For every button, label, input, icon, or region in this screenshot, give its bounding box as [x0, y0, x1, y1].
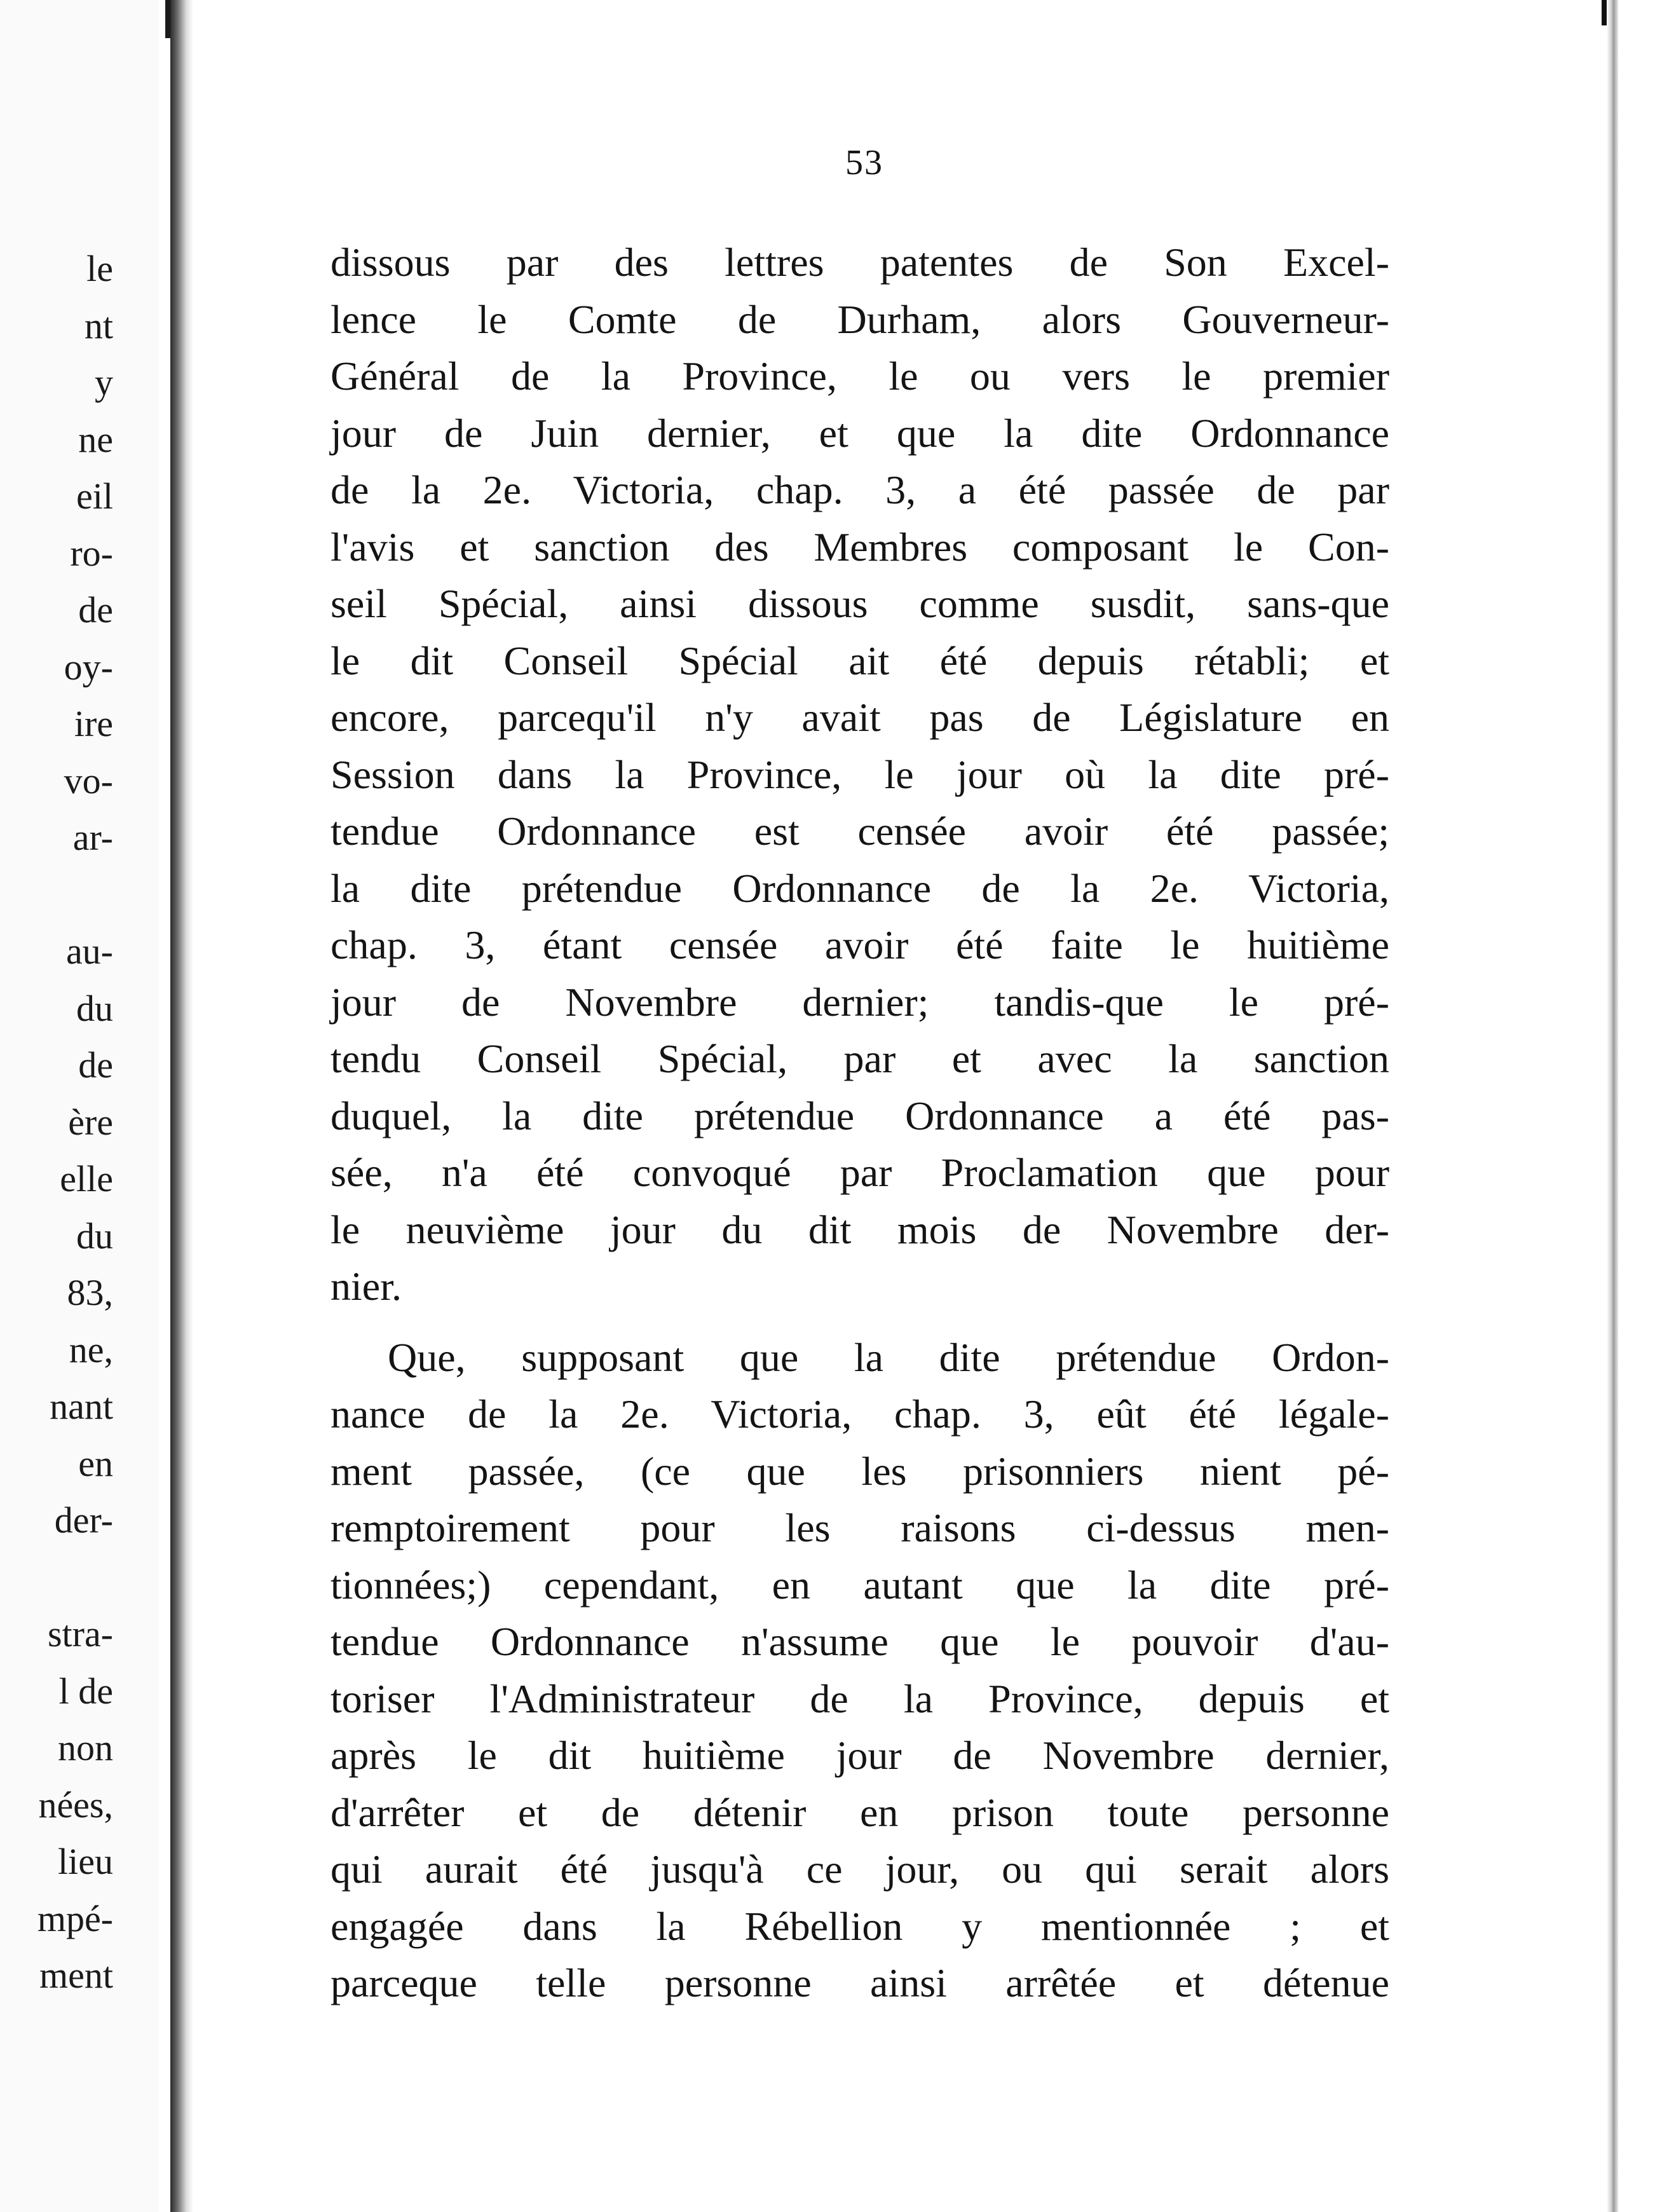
text-line: Que, supposant que la dite prétendue Ordon-	[388, 1334, 1389, 1380]
text-line: lence le Comte de Durham, alors Gouverneur-	[330, 296, 1389, 342]
fragment-line: der-	[54, 1499, 113, 1541]
fragment-line: y	[95, 362, 113, 403]
paragraph-2	[330, 1329, 1389, 2012]
right-page-margin	[1557, 0, 1655, 2212]
paragraph-1	[330, 234, 1389, 1315]
text-line: l'avis et sanction des Membres composant le Con-	[330, 524, 1389, 570]
page-number: 53	[845, 143, 883, 182]
fragment-line: stra-	[47, 1613, 113, 1655]
body-text	[330, 234, 1389, 2012]
text-line: toriser l'Administrateur de la Province, depuis et	[330, 1676, 1389, 1721]
fragment-line: l de	[58, 1670, 113, 1712]
text-line: nance de la 2e. Victoria, chap. 3, eût été légale-	[330, 1391, 1389, 1437]
right-page-edge	[1607, 0, 1618, 2212]
paragraph-gap	[330, 1315, 1389, 1329]
fragment-line	[0, 866, 113, 924]
fragment-line: vo-	[64, 760, 113, 802]
fragment-line: le	[86, 248, 113, 289]
fragment-line: de	[78, 589, 113, 631]
fragment-line: ro-	[70, 532, 113, 574]
book-gutter	[170, 0, 193, 2212]
fragment-line: ère	[68, 1101, 113, 1143]
fragment-line: au-	[65, 931, 113, 972]
fragment-line: du	[76, 987, 113, 1029]
text-line: seil Spécial, ainsi dissous comme susdit, sans-que	[330, 581, 1389, 626]
text-line: tendu Conseil Spécial, par et avec la sanction	[330, 1036, 1389, 1081]
text-line: nier.	[330, 1264, 402, 1309]
text-line: parceque telle personne ainsi arrêtée et détenue	[330, 1960, 1389, 2005]
text-line: Session dans la Province, le jour où la dite pré-	[330, 751, 1389, 797]
fragment-line: ar-	[72, 817, 113, 858]
text-line: jour de Novembre dernier; tandis-que le pré-	[330, 979, 1389, 1025]
text-line: la dite prétendue Ordonnance de la 2e. Victoria,	[330, 865, 1389, 911]
text-line: tendue Ordonnance est censée avoir été passée;	[330, 809, 1389, 854]
fragment-line: du	[76, 1215, 113, 1257]
fragment-line: de	[78, 1044, 113, 1086]
text-line: sée, n'a été convoqué par Proclamation que pour	[330, 1150, 1389, 1195]
fragment-line: ment	[39, 1955, 113, 1996]
fragment-line: 83,	[67, 1272, 113, 1313]
text-line: duquel, la dite prétendue Ordonnance a été pas-	[330, 1093, 1389, 1138]
text-line: tionnées;) cependant, en autant que la dite pré-	[330, 1562, 1389, 1608]
text-line: encore, parcequ'il n'y avait pas de Législature en	[330, 695, 1389, 740]
previous-page-text-fragments	[0, 240, 113, 2004]
text-line: le neuvième jour du dit mois de Novembre der-	[330, 1206, 1389, 1252]
text-line: jour de Juin dernier, et que la dite Ordonnance	[330, 410, 1389, 456]
fragment-line: eil	[76, 475, 113, 517]
text-line: après le dit huitième jour de Novembre dernier,	[330, 1733, 1389, 1778]
text-line: Général de la Province, le ou vers le premier	[330, 353, 1389, 399]
text-line: ment passée, (ce que les prisonniers nient pé-	[330, 1448, 1389, 1494]
text-line: d'arrêter et de détenir en prison toute personne	[330, 1789, 1389, 1835]
fragment-line: elle	[60, 1158, 113, 1199]
fragment-line	[0, 1549, 113, 1606]
fragment-line: ire	[74, 703, 113, 744]
text-line: engagée dans la Rébellion y mentionnée ; et	[330, 1903, 1389, 1949]
text-line: remptoirement pour les raisons ci-dessus men-	[330, 1505, 1389, 1550]
fragment-line: nt	[84, 304, 113, 346]
fragment-line: mpé-	[37, 1897, 113, 1939]
fragment-line: lieu	[58, 1841, 113, 1882]
text-line: chap. 3, étant censée avoir été faite le huitième	[330, 922, 1389, 967]
fragment-line: non	[58, 1727, 113, 1768]
fragment-line: en	[78, 1442, 113, 1484]
text-line: qui aurait été jusqu'à ce jour, ou qui serait alors	[330, 1847, 1389, 1892]
fragment-line: ne,	[69, 1328, 113, 1370]
fragment-line: oy-	[64, 646, 113, 688]
text-line: le dit Conseil Spécial ait été depuis rétabli; et	[330, 638, 1389, 683]
text-line: de la 2e. Victoria, chap. 3, a été passée de par	[330, 467, 1389, 512]
fragment-line: ne	[78, 418, 113, 460]
text-line: tendue Ordonnance n'assume que le pouvoir d'au-	[330, 1619, 1389, 1664]
fragment-line: nées,	[38, 1784, 113, 1826]
fragment-line: nant	[50, 1386, 113, 1427]
text-line: dissous par des lettres patentes de Son Excel-	[330, 240, 1389, 285]
